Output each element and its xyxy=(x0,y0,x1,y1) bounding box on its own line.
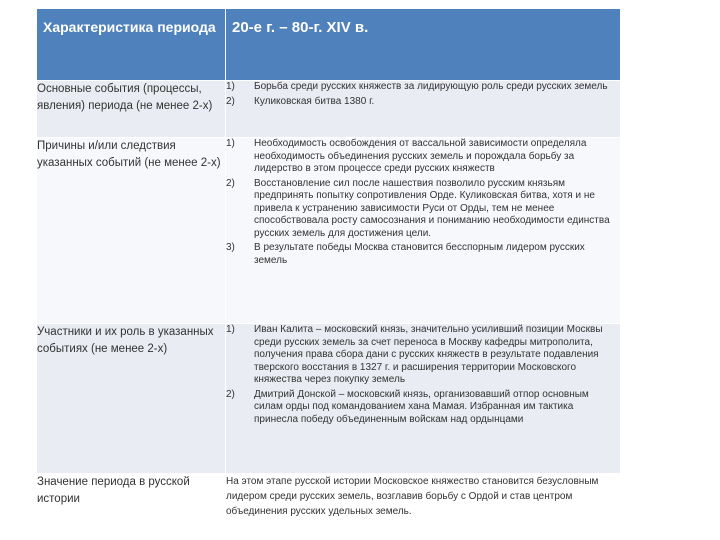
list-item: 2) Куликовская битва 1380 г. xyxy=(226,95,375,107)
history-period-table xyxy=(36,8,621,530)
row-label-events: Основные события (процессы, явления) периода (не менее 2-х) xyxy=(37,81,226,138)
row-content-significance xyxy=(226,474,621,530)
header-period: 20-е г. – 80-г. XIV в. xyxy=(226,9,621,81)
significance-text: На этом этапе русской истории Московское княжество становится безусловным лидером среди русских земель, возглавив борьбу с Ордой и став центром объединения русских удельных земель. xyxy=(226,476,599,517)
list-item: 1) Борьба среди русских княжеств за лидирующую роль среди русских земель xyxy=(226,81,608,92)
list-item: 1) Необходимость освобождения от вассальной зависимости определяла необходимость объединения русских земель и порождала борьбу за лидерство в этом процессе среди русских княжеств xyxy=(226,138,587,174)
row-label-participants: Участники и их роль в указанных событиях (не менее 2-х) xyxy=(37,324,226,474)
table-row-causes xyxy=(37,138,621,324)
table-header-row xyxy=(37,9,621,81)
row-label-causes: Причины и/или следствия указанных событий (не менее 2-х) xyxy=(37,138,226,324)
list-item: 1) Иван Калита – московский князь, значительно усиливший позиции Москвы среди русских земель за счет переноса в Москву кафедры митрополита, получения права сбора дани с русских княжеств в результате подавления тверского восстания в 1327 г. и расширения территории Московского княжества через покупку земель xyxy=(226,324,603,385)
row-content-causes xyxy=(226,138,621,324)
list-item: 2) Дмитрий Донской – московский князь, организовавший отпор основным силам орды под командованием хана Мамая. Избранная им тактика принесла победу объединенным войскам над ордынцами xyxy=(226,388,589,425)
table-row-participants xyxy=(37,324,621,474)
row-label-significance: Значение периода в русской истории xyxy=(37,474,226,530)
list-item: 2) Восстановление сил после нашествия позволило русским князьям предпринять попытку сопротивления Орде. Куликовская битва, хотя и не привела к устранению зависимости Руси от Орды, тем не менее способствовала росту самосознания и пониманию необходимости единства русских земель для достижения цели. xyxy=(226,177,610,239)
list-item: 3) В результате победы Москва становится бесспорным лидером русских земель xyxy=(226,242,585,266)
table-row-events xyxy=(37,81,621,138)
row-content-participants xyxy=(226,324,621,474)
table-row-significance xyxy=(37,474,621,530)
header-characteristic: Характеристика периода xyxy=(37,9,226,81)
row-content-events xyxy=(226,81,621,138)
